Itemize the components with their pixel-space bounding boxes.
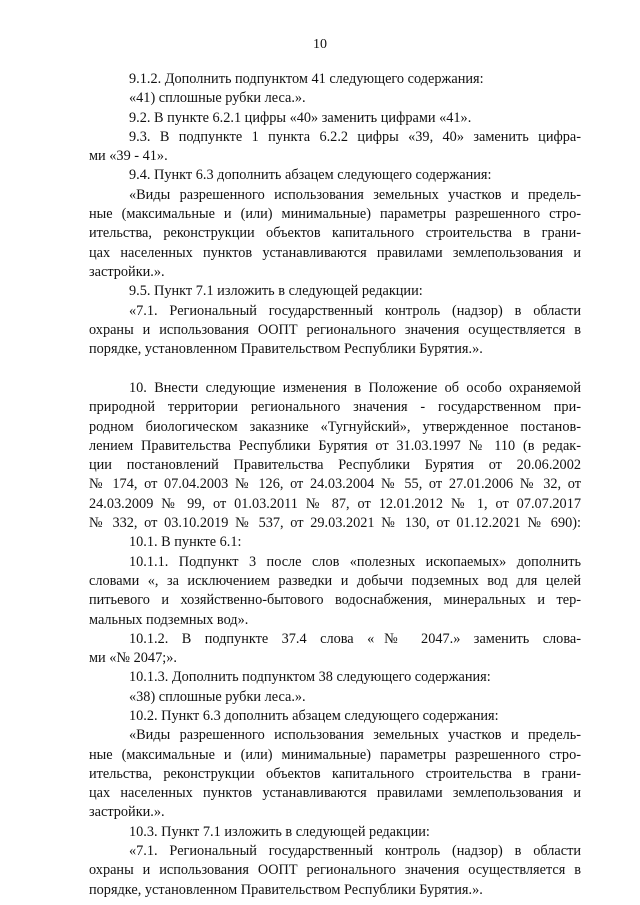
text-line: «Виды разрешенного использования земельных участков и предель- <box>129 186 581 203</box>
text-line: природной территории регионального значения - государственном при- <box>89 399 581 416</box>
text-line: застройки.». <box>89 263 165 280</box>
text-line: «41) сплошные рубки леса.». <box>129 90 306 107</box>
text-line: 10.1.3. Дополнить подпунктом 38 следующего содержания: <box>129 669 491 686</box>
text-line: «7.1. Региональный государственный контроль (надзор) в области <box>129 302 581 319</box>
text-line: 9.2. В пункте 6.2.1 цифры «40» заменить цифрами «41». <box>129 109 472 126</box>
text-line: 9.5. Пункт 7.1 изложить в следующей редакции: <box>129 283 423 300</box>
text-line: ции постановлений Правительства Республики Бурятия от 20.06.2002 <box>89 457 581 474</box>
text-line: ми «39 - 41». <box>89 148 168 165</box>
text-line: № 332, от 03.10.2019 № 537, от 29.03.2021 № 130, от 01.12.2021 № 690): <box>89 515 581 532</box>
text-line: «7.1. Региональный государственный контроль (надзор) в области <box>129 843 581 860</box>
text-line: 10.1.2. В подпункте 37.4 слова «№ 2047.» заменить слова- <box>129 630 581 647</box>
text-line: 10.1.1. Подпункт 3 после слов «полезных ископаемых» дополнить <box>129 553 581 570</box>
text-line: 10. Внести следующие изменения в Положение об особо охраняемой <box>129 379 581 396</box>
text-line: ительства, реконструкции объектов капитального строительства в грани- <box>89 225 581 242</box>
text-line: словами «, за исключением разведки и добычи подземных вод для целей <box>89 572 581 589</box>
text-line: 9.3. В подпункте 1 пункта 6.2.2 цифры «39, 40» заменить цифра- <box>129 128 581 145</box>
text-line: 10.3. Пункт 7.1 изложить в следующей редакции: <box>129 823 430 840</box>
text-line: «Виды разрешенного использования земельных участков и предель- <box>129 727 581 744</box>
text-line: 9.4. Пункт 6.3 дополнить абзацем следующего содержания: <box>129 167 492 184</box>
text-line: 24.03.2009 № 99, от 01.03.2011 № 87, от 12.01.2012 № 1, от 07.07.2017 <box>89 495 581 512</box>
text-line: охраны и использования ООПТ регионального значения осуществляется в <box>89 862 581 879</box>
text-line: родном биологическом заказнике «Тугнуйский», утвержденное постанов- <box>89 418 581 435</box>
text-line: цах населенных пунктов устанавливаются правилами землепользования и <box>89 244 581 261</box>
text-line: 10.2. Пункт 6.3 дополнить абзацем следующего содержания: <box>129 708 499 724</box>
text-line: ные (максимальные и (или) минимальные) параметры разрешенного стро- <box>89 206 581 223</box>
paragraph-gap <box>89 359 581 379</box>
text-line: 10.1. В пункте 6.1: <box>129 534 242 551</box>
text-line: ные (максимальные и (или) минимальные) параметры разрешенного стро- <box>89 746 581 763</box>
text-line: ительства, реконструкции объектов капитального строительства в грани- <box>89 765 581 782</box>
text-line: № 174, от 07.04.2003 № 126, от 24.03.2004 № 55, от 27.01.2006 № 32, от <box>89 476 581 493</box>
text-line: лением Правительства Республики Бурятия от 31.03.1997 № 110 (в редак- <box>89 437 581 454</box>
text-line: порядке, установленном Правительством Республики Бурятия.». <box>89 341 483 358</box>
text-line: порядке, установленном Правительством Республики Бурятия.». <box>89 881 483 898</box>
document-body <box>89 70 581 900</box>
text-line: ми «№ 2047;». <box>89 650 177 667</box>
text-line: цах населенных пунктов устанавливаются правилами землепользования и <box>89 785 581 802</box>
text-line: охраны и использования ООПТ регионального значения осуществляется в <box>89 321 581 338</box>
text-line: мальных подземных вод». <box>89 611 249 628</box>
text-line: питьевого и хозяйственно-бытового водоснабжения, минеральных и тер- <box>89 592 581 609</box>
text-line: 9.1.2. Дополнить подпунктом 41 следующего содержания: <box>129 71 484 87</box>
text-line: застройки.». <box>89 804 165 821</box>
text-line: «38) сплошные рубки леса.». <box>129 688 306 705</box>
page-number: 10 <box>313 37 327 52</box>
